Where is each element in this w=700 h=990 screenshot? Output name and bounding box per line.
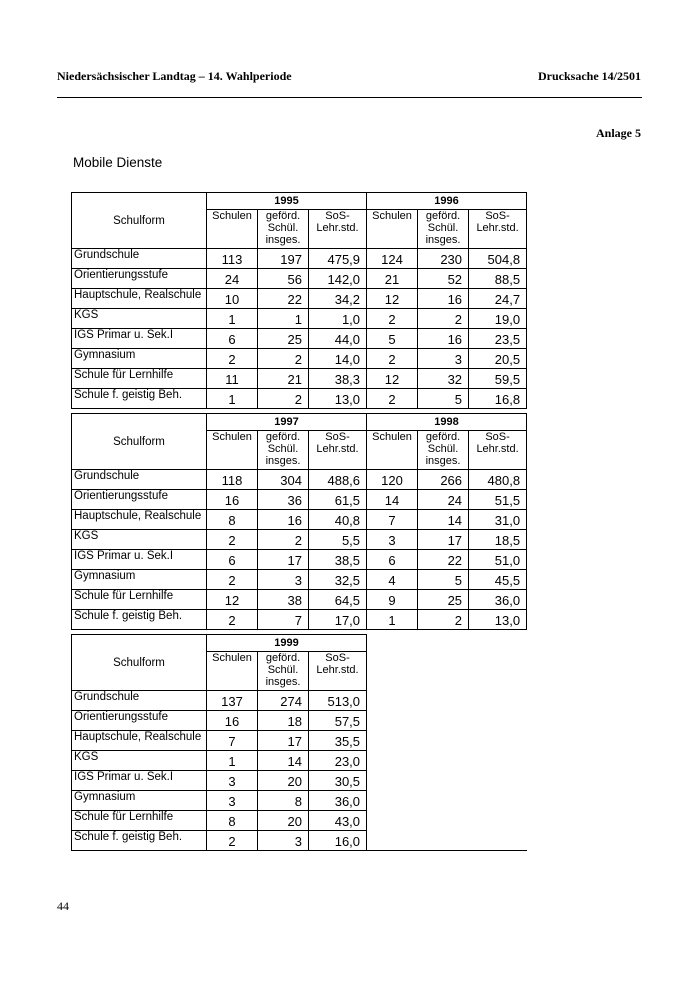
table-cell: 16 xyxy=(207,711,258,731)
table-cell: 2 xyxy=(418,309,469,329)
table-row xyxy=(72,791,527,811)
row-label: Orientierungsstufe xyxy=(72,269,207,289)
empty-cell xyxy=(469,731,527,751)
table-cell: 17 xyxy=(258,731,309,751)
row-label: Hauptschule, Realschule xyxy=(72,289,207,309)
column-header-gefoerd: geförd. Schül. insges. xyxy=(258,210,309,249)
column-header-sos: SoS-Lehr.std. xyxy=(309,210,367,249)
table-row xyxy=(72,731,527,751)
page-title: Mobile Dienste xyxy=(73,155,163,170)
table-cell: 266 xyxy=(418,470,469,490)
table-cell: 32 xyxy=(418,369,469,389)
table-row xyxy=(72,811,527,831)
table-row xyxy=(72,329,527,349)
table-cell: 2 xyxy=(207,349,258,369)
table-cell: 124 xyxy=(367,249,418,269)
table-cell: 22 xyxy=(258,289,309,309)
table-cell: 36,0 xyxy=(309,791,367,811)
column-header-schulen: Schulen xyxy=(207,431,258,470)
table-cell: 10 xyxy=(207,289,258,309)
table-row xyxy=(72,771,527,791)
table-cell: 17 xyxy=(418,530,469,550)
table-cell: 21 xyxy=(258,369,309,389)
table-cell: 7 xyxy=(207,731,258,751)
table-cell: 9 xyxy=(367,590,418,610)
table-cell: 5 xyxy=(367,329,418,349)
table-cell: 14,0 xyxy=(309,349,367,369)
table-cell: 14 xyxy=(367,490,418,510)
table-cell: 3 xyxy=(367,530,418,550)
table-cell: 488,6 xyxy=(309,470,367,490)
table-cell: 24 xyxy=(418,490,469,510)
table-cell: 6 xyxy=(207,550,258,570)
table-cell: 12 xyxy=(207,590,258,610)
empty-cell xyxy=(469,771,527,791)
year-header: 1998 xyxy=(367,414,527,431)
table-cell: 8 xyxy=(207,811,258,831)
table-cell: 2 xyxy=(207,530,258,550)
table-row xyxy=(72,369,527,389)
row-label: Schule f. geistig Beh. xyxy=(72,610,207,630)
table-cell: 23,0 xyxy=(309,751,367,771)
table-row xyxy=(72,831,527,851)
table-cell: 18,5 xyxy=(469,530,527,550)
table-row xyxy=(72,490,527,510)
row-label: KGS xyxy=(72,309,207,329)
table-cell: 137 xyxy=(207,691,258,711)
table-cell: 2 xyxy=(258,349,309,369)
schulform-header: Schulform xyxy=(72,414,207,470)
empty-cell xyxy=(418,791,469,811)
row-label: Grundschule xyxy=(72,691,207,711)
table-cell: 304 xyxy=(258,470,309,490)
table-cell: 22 xyxy=(418,550,469,570)
empty-cell xyxy=(469,791,527,811)
table-cell: 2 xyxy=(207,831,258,851)
table-cell: 3 xyxy=(418,349,469,369)
table-cell: 3 xyxy=(258,570,309,590)
table-cell: 4 xyxy=(367,570,418,590)
row-label: Hauptschule, Realschule xyxy=(72,510,207,530)
table-cell: 3 xyxy=(258,831,309,851)
column-header-schulen: Schulen xyxy=(367,431,418,470)
table-cell: 25 xyxy=(418,590,469,610)
table-cell: 59,5 xyxy=(469,369,527,389)
table-row xyxy=(72,470,527,490)
row-label: Gymnasium xyxy=(72,791,207,811)
table-cell: 13,0 xyxy=(469,610,527,630)
year-header: 1996 xyxy=(367,193,527,210)
table-cell: 21 xyxy=(367,269,418,289)
data-table-1999 xyxy=(71,634,527,851)
table-cell: 45,5 xyxy=(469,570,527,590)
table-row xyxy=(72,289,527,309)
data-table-1997-1998 xyxy=(71,413,527,630)
table-row xyxy=(72,610,527,630)
empty-cell xyxy=(367,691,418,711)
empty-cell xyxy=(469,811,527,831)
table-row xyxy=(72,691,527,711)
table-cell: 12 xyxy=(367,369,418,389)
table-cell: 36 xyxy=(258,490,309,510)
table-row xyxy=(72,550,527,570)
empty-cell xyxy=(367,711,418,731)
attachment-label: Anlage 5 xyxy=(596,126,641,140)
row-label: Gymnasium xyxy=(72,349,207,369)
row-label: IGS Primar u. Sek.I xyxy=(72,329,207,349)
row-label: Hauptschule, Realschule xyxy=(72,731,207,751)
table-cell: 197 xyxy=(258,249,309,269)
table-cell: 20 xyxy=(258,771,309,791)
table-cell: 6 xyxy=(207,329,258,349)
page-number: 44 xyxy=(57,899,69,913)
empty-cell xyxy=(469,711,527,731)
table-cell: 16 xyxy=(418,289,469,309)
row-label: Schule für Lernhilfe xyxy=(72,811,207,831)
table-cell: 30,5 xyxy=(309,771,367,791)
empty-cell xyxy=(367,811,418,831)
table-cell: 142,0 xyxy=(309,269,367,289)
table-cell: 1 xyxy=(207,309,258,329)
row-label: Orientierungsstufe xyxy=(72,490,207,510)
table-cell: 20,5 xyxy=(469,349,527,369)
table-cell: 43,0 xyxy=(309,811,367,831)
table-cell: 11 xyxy=(207,369,258,389)
table-cell: 480,8 xyxy=(469,470,527,490)
table-cell: 88,5 xyxy=(469,269,527,289)
table-cell: 274 xyxy=(258,691,309,711)
table-cell: 2 xyxy=(258,530,309,550)
row-label: Schule für Lernhilfe xyxy=(72,590,207,610)
table-row xyxy=(72,530,527,550)
empty-cell xyxy=(367,652,418,691)
column-header-gefoerd: geförd. Schül. insges. xyxy=(258,431,309,470)
table-cell: 56 xyxy=(258,269,309,289)
schulform-header: Schulform xyxy=(72,635,207,691)
table-cell: 6 xyxy=(367,550,418,570)
table-cell: 16 xyxy=(258,510,309,530)
table-cell: 3 xyxy=(207,791,258,811)
empty-cell xyxy=(418,711,469,731)
table-cell: 13,0 xyxy=(309,389,367,409)
table-cell: 14 xyxy=(418,510,469,530)
table-row xyxy=(72,349,527,369)
empty-cell xyxy=(469,751,527,771)
table-cell: 52 xyxy=(418,269,469,289)
row-label: IGS Primar u. Sek.I xyxy=(72,771,207,791)
empty-cell xyxy=(469,652,527,691)
empty-cell xyxy=(367,791,418,811)
table-cell: 16,0 xyxy=(309,831,367,851)
table-cell: 57,5 xyxy=(309,711,367,731)
row-label: Orientierungsstufe xyxy=(72,711,207,731)
table-cell: 44,0 xyxy=(309,329,367,349)
table-cell: 17 xyxy=(258,550,309,570)
table-cell: 51,5 xyxy=(469,490,527,510)
table-cell: 120 xyxy=(367,470,418,490)
table-cell: 24,7 xyxy=(469,289,527,309)
empty-cell xyxy=(469,691,527,711)
row-label: Grundschule xyxy=(72,470,207,490)
table-cell: 230 xyxy=(418,249,469,269)
year-header: 1999 xyxy=(207,635,367,652)
table-row xyxy=(72,590,527,610)
table-row xyxy=(72,751,527,771)
empty-cell xyxy=(367,731,418,751)
row-label: IGS Primar u. Sek.I xyxy=(72,550,207,570)
year-header: 1997 xyxy=(207,414,367,431)
table-cell: 7 xyxy=(367,510,418,530)
table-cell: 2 xyxy=(367,309,418,329)
table-cell: 2 xyxy=(207,610,258,630)
empty-cell xyxy=(418,771,469,791)
table-cell: 34,2 xyxy=(309,289,367,309)
table-cell: 513,0 xyxy=(309,691,367,711)
table-cell: 3 xyxy=(207,771,258,791)
table-cell: 113 xyxy=(207,249,258,269)
table-cell: 25 xyxy=(258,329,309,349)
row-label: Schule f. geistig Beh. xyxy=(72,831,207,851)
table-cell: 20 xyxy=(258,811,309,831)
empty-cell xyxy=(418,831,469,851)
table-row xyxy=(72,309,527,329)
table-cell: 24 xyxy=(207,269,258,289)
table-cell: 16,8 xyxy=(469,389,527,409)
table-cell: 1 xyxy=(207,751,258,771)
empty-cell xyxy=(367,771,418,791)
table-cell: 19,0 xyxy=(469,309,527,329)
table-cell: 2 xyxy=(367,389,418,409)
table-row xyxy=(72,249,527,269)
empty-cell xyxy=(418,751,469,771)
table-cell: 5,5 xyxy=(309,530,367,550)
table-row xyxy=(72,711,527,731)
row-label: KGS xyxy=(72,751,207,771)
row-label: KGS xyxy=(72,530,207,550)
table-cell: 38 xyxy=(258,590,309,610)
empty-cell xyxy=(418,811,469,831)
year-header: 1995 xyxy=(207,193,367,210)
table-cell: 38,3 xyxy=(309,369,367,389)
empty-cell xyxy=(418,691,469,711)
column-header-sos: SoS-Lehr.std. xyxy=(469,210,527,249)
table-cell: 16 xyxy=(418,329,469,349)
table-row xyxy=(72,510,527,530)
table-cell: 2 xyxy=(258,389,309,409)
empty-cell xyxy=(418,731,469,751)
column-header-gefoerd: geförd. Schül. insges. xyxy=(418,210,469,249)
table-row xyxy=(72,570,527,590)
table-cell: 1,0 xyxy=(309,309,367,329)
column-header-gefoerd: geförd. Schül. insges. xyxy=(258,652,309,691)
table-cell: 5 xyxy=(418,389,469,409)
column-header-schulen: Schulen xyxy=(207,652,258,691)
row-label: Schule für Lernhilfe xyxy=(72,369,207,389)
table-cell: 38,5 xyxy=(309,550,367,570)
column-header-schulen: Schulen xyxy=(207,210,258,249)
table-cell: 2 xyxy=(367,349,418,369)
table-cell: 2 xyxy=(207,570,258,590)
table-cell: 40,8 xyxy=(309,510,367,530)
table-cell: 504,8 xyxy=(469,249,527,269)
table-cell: 12 xyxy=(367,289,418,309)
column-header-schulen: Schulen xyxy=(367,210,418,249)
table-cell: 1 xyxy=(207,389,258,409)
table-cell: 32,5 xyxy=(309,570,367,590)
table-cell: 1 xyxy=(258,309,309,329)
empty-cell xyxy=(469,831,527,851)
row-label: Schule f. geistig Beh. xyxy=(72,389,207,409)
table-cell: 14 xyxy=(258,751,309,771)
table-cell: 8 xyxy=(207,510,258,530)
column-header-sos: SoS-Lehr.std. xyxy=(309,431,367,470)
running-header-right: Drucksache 14/2501 xyxy=(538,69,641,83)
data-table-1995-1996 xyxy=(71,192,527,409)
table-cell: 16 xyxy=(207,490,258,510)
table-cell: 17,0 xyxy=(309,610,367,630)
schulform-header: Schulform xyxy=(72,193,207,249)
running-header-left: Niedersächsischer Landtag – 14. Wahlperiode xyxy=(57,69,292,83)
table-cell: 18 xyxy=(258,711,309,731)
header-rule xyxy=(57,97,642,98)
empty-cell xyxy=(367,751,418,771)
table-cell: 1 xyxy=(367,610,418,630)
table-cell: 118 xyxy=(207,470,258,490)
column-header-gefoerd: geförd. Schül. insges. xyxy=(418,431,469,470)
table-cell: 64,5 xyxy=(309,590,367,610)
row-label: Grundschule xyxy=(72,249,207,269)
table-cell: 23,5 xyxy=(469,329,527,349)
table-cell: 61,5 xyxy=(309,490,367,510)
column-header-sos: SoS-Lehr.std. xyxy=(469,431,527,470)
table-cell: 31,0 xyxy=(469,510,527,530)
table-cell: 2 xyxy=(418,610,469,630)
table-cell: 7 xyxy=(258,610,309,630)
table-row xyxy=(72,389,527,409)
column-header-sos: SoS-Lehr.std. xyxy=(309,652,367,691)
empty-cell xyxy=(367,635,527,652)
table-cell: 35,5 xyxy=(309,731,367,751)
table-cell: 36,0 xyxy=(469,590,527,610)
empty-cell xyxy=(418,652,469,691)
table-cell: 475,9 xyxy=(309,249,367,269)
row-label: Gymnasium xyxy=(72,570,207,590)
table-row xyxy=(72,269,527,289)
empty-cell xyxy=(367,831,418,851)
table-cell: 8 xyxy=(258,791,309,811)
table-cell: 5 xyxy=(418,570,469,590)
table-cell: 51,0 xyxy=(469,550,527,570)
